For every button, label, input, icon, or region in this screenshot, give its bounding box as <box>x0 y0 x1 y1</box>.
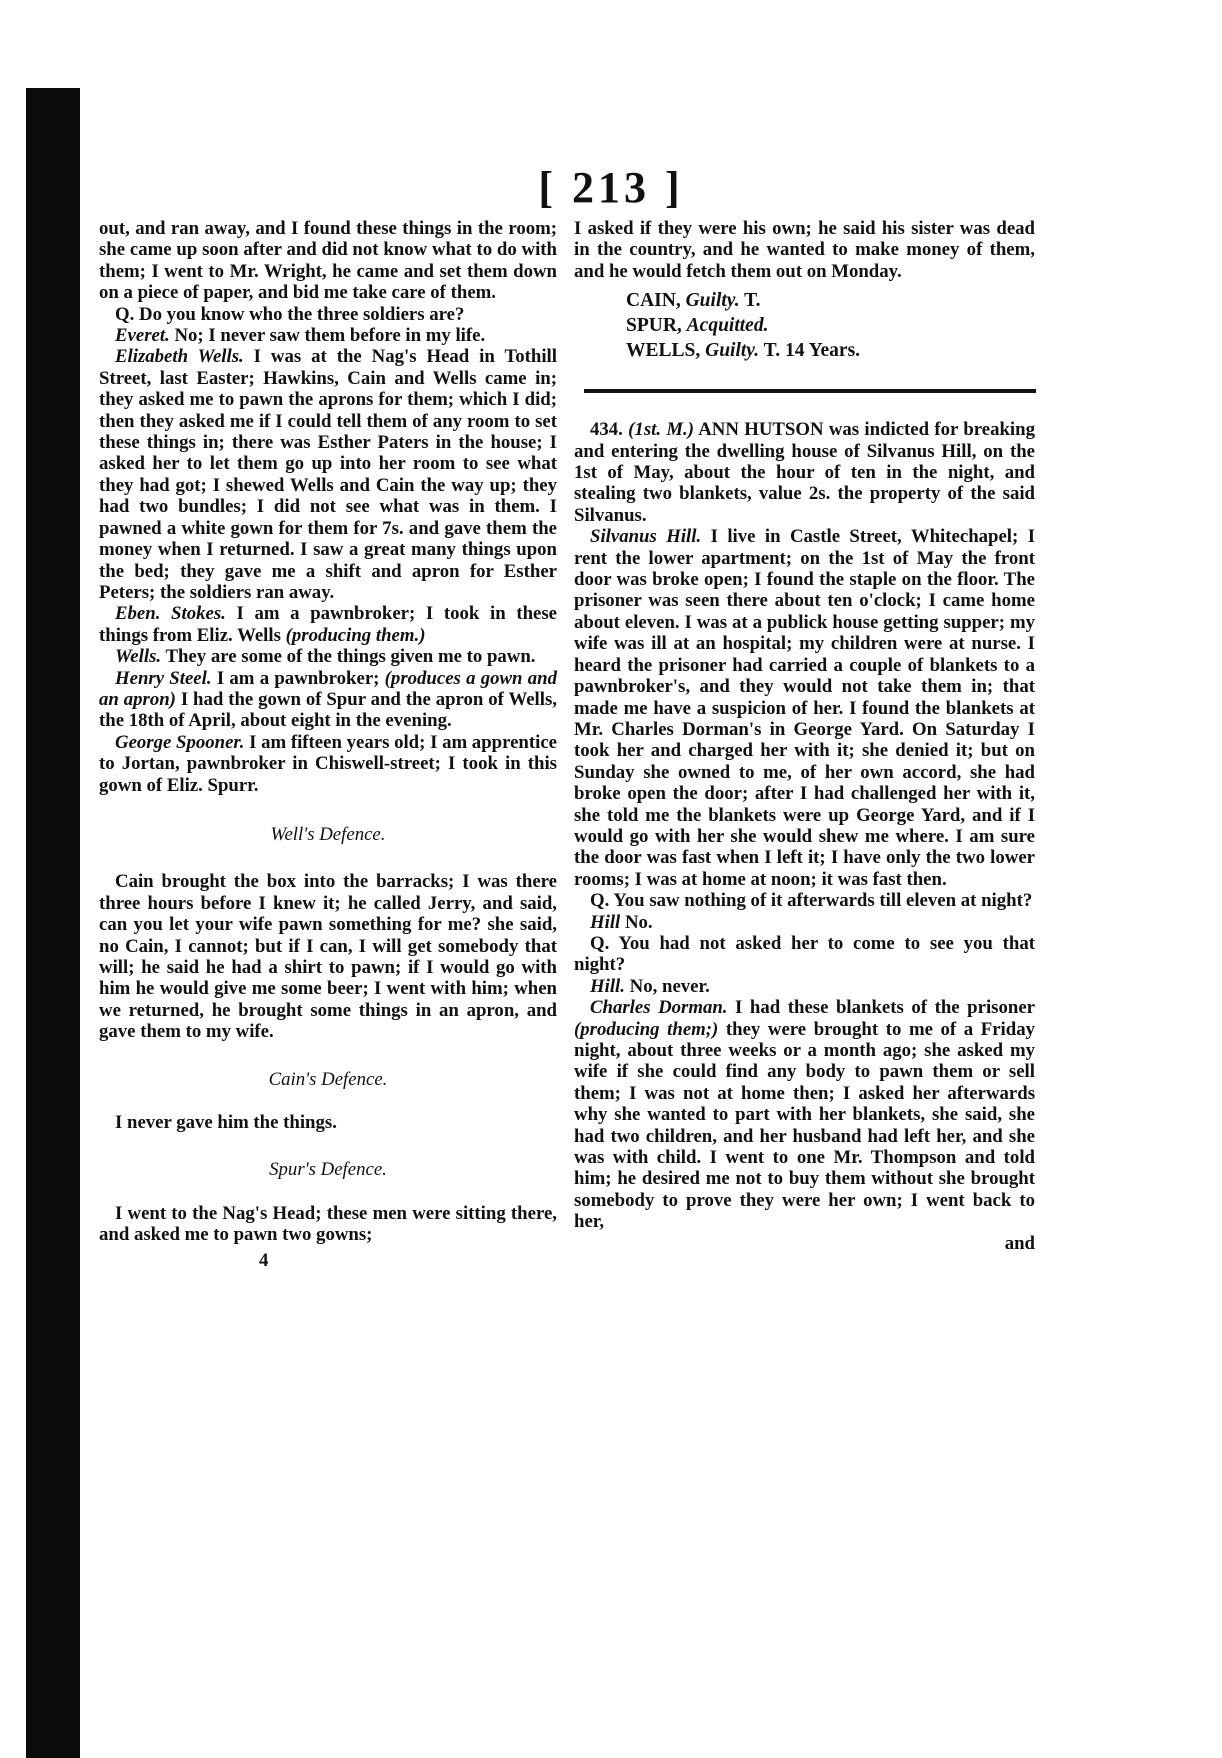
spurs-defence-text: I went to the Nag's Head; these men were sitting there, and asked me to pawn two gowns; <box>99 1202 557 1246</box>
speaker-name: Henry Steel. <box>115 667 212 689</box>
left-column <box>99 218 557 1271</box>
page-number: [ 213 ] <box>538 163 684 212</box>
verdict-sentence: T. <box>739 290 761 312</box>
testimony-steel <box>99 668 557 732</box>
text-line: of paper, and bid me take care of them. <box>183 282 497 304</box>
answer-text: No, never. <box>624 975 710 997</box>
speaker-name: George Spooner. <box>115 731 245 753</box>
cains-defence-heading: Cain's Defence. <box>268 1068 388 1090</box>
speaker-name: Charles Dorman. <box>590 997 728 1019</box>
testimony-stokes <box>99 603 557 646</box>
testimony-text: I am fifteen years old; I am apprentice to Jortan, pawnbroker in Chiswell-street; I took in this gown of Eliz. Spurr. <box>99 731 558 796</box>
verdict-cain <box>626 288 1035 313</box>
question: Q. You had not asked her to come to see you that night? <box>574 932 1035 976</box>
testimony-text: I live in Castle Street, Whitechapel; I rent the lower apartment; on the 1st of May the front door was broke open; I found the staple on the floor. The prisoner was seen there about ten o'clock; I came home about eleven. I was at a publick house getting supper; my wife was ill at an hospital; my children were at nurse. I heard the prisoner had carried a couple of blankets to a pawnbroker's, and they would not take them in; that made me have a suspicion of her. I found the blankets at Mr. Charles Dorman's in George Yard. On Saturday I took her and charged her with it; she denied it; but on Sunday she owned to me, of her own accord, she had broke open the door; after I had challenged her with it, she told me the blankets were up George Yard, and if I would go with her she would shew me where. I am sure the door was fast when I left it; I have only the two lower rooms; I was at home at noon; it was fast then. <box>574 526 1035 890</box>
defendant-name: CAIN, <box>626 290 681 312</box>
testimony-text: I had the gown of Spur and the apron of Wells, the 18th of April, about eight in the evening. <box>99 688 557 732</box>
signature-mark: 4 <box>259 1249 269 1271</box>
text-line: out, and ran away, and I found these things in <box>99 218 473 239</box>
testimony-text: They are some of the things given me to pawn. <box>161 646 536 668</box>
testimony-text: I am a pawnbroker; <box>211 667 385 689</box>
answer-hill <box>574 976 1035 997</box>
wells-defence-text: Cain brought the box into the barracks; I was there three hours before I knew it; he called Jerry, and said, can you let your wife pawn something for me? she said, no Cain, I cannot; but if I can, I will get somebody that will; he said he had a shirt to pawn; if I would go with him he would give me some beer; I went with him; when we returned, he brought some things in an apron, and gave them to my wife. <box>99 871 557 1043</box>
case-indictment <box>574 419 1035 526</box>
testimony-wells <box>99 646 557 667</box>
verdict-finding: Guilty. <box>685 290 740 312</box>
stage-direction: (producing them.) <box>285 624 426 646</box>
text-line: Wright, he came and set them down on a piece <box>99 260 557 304</box>
continued-testimony: I asked if they were his own; he said his sister was dead in the country, and he wanted to make money of them, and he would fetch them out on Monday. <box>574 218 1035 282</box>
case-session: (1st. M.) <box>628 419 694 441</box>
verdict-finding: Guilty. <box>705 340 760 362</box>
right-column <box>574 218 1035 1254</box>
section-divider <box>584 389 1036 393</box>
cains-defence-text: I never gave him the things. <box>115 1112 337 1134</box>
testimony-dorman <box>574 997 1035 1232</box>
continued-testimony <box>99 218 557 304</box>
speaker-name: Wells. <box>115 646 162 668</box>
page-edge-shadow <box>26 88 80 1758</box>
text-line: know what to do with them; I went to Mr. <box>99 239 557 282</box>
testimony-text: I am a pawnbroker; I took in these things from Eliz. Wells <box>99 603 558 646</box>
testimony-text: No; I never saw them before in my life. <box>169 325 486 347</box>
spurs-defence-heading: Spur's Defence. <box>269 1159 387 1181</box>
text-line: the room; she came up soon after and did not <box>99 218 557 261</box>
case-text: ANN HUTSON was indicted for breaking and entering the dwelling house of Silvanus Hill, on the 1st of May, about the hour of ten in the night, and stealing two blankets, value 2s. the property of the said Silvanus. <box>574 419 1035 526</box>
stage-direction: (producing them;) <box>574 1018 719 1040</box>
speaker-name: Silvanus Hill. <box>590 526 702 548</box>
verdict-finding: Acquitted. <box>686 315 769 337</box>
defendant-name: WELLS, <box>626 340 701 362</box>
testimony-text: I had these blankets of the prisoner <box>727 997 1035 1019</box>
stage-direction: (produces a gown and an apron) <box>99 667 557 710</box>
testimony-text: I was at the Nag's Head in Tothill Street, last Easter; Hawkins, Cain and Wells came in; they asked me to pawn the aprons for them; which I did; then they asked me if I could tell them of any room to set these things in; there was Esther Paters in the house; I asked her to let them go up into her room to see what they had got; I shewed Wells and Cain the way up; they had two bundles; I did not see what was in them. I pawned a white gown for them for 7s. and gave them the money when I returned. I saw a great many things upon the bed; they gave me a shift and apron for Esther Peters; the soldiers ran away. <box>99 346 557 603</box>
question: Q. You saw nothing of it afterwards till eleven at night? <box>590 890 1033 912</box>
verdict-spur <box>626 313 1035 338</box>
catchword: and <box>1004 1232 1035 1254</box>
testimony-spooner <box>99 732 557 796</box>
testimony-elizabeth-wells <box>99 346 557 603</box>
verdict-wells <box>626 338 1035 363</box>
answer-hill <box>574 912 1035 933</box>
speaker-name: Hill. <box>590 975 625 997</box>
testimony-text: they were brought to me of a Friday night, about three weeks or a month ago; she asked my wife if she could find any body to pawn them or sell them; I was not at home then; I asked her afterwards why she wanted to part with her blankets, she said, she had two children, and her husband had left her, and she was with child. I went to one Mr. Thompson and told him; he desired me not to buy them without she brought somebody to prove they were her own; I went back to her, <box>574 1018 1035 1233</box>
wells-defence-heading: Well's Defence. <box>270 823 386 845</box>
case-number: 434. <box>590 419 623 441</box>
testimony-hill <box>574 526 1035 890</box>
speaker-name: Elizabeth Wells. <box>115 346 244 368</box>
defendant-name: SPUR, <box>626 315 682 337</box>
testimony-everet <box>99 325 557 346</box>
question: Q. Do you know who the three soldiers are? <box>115 303 465 325</box>
verdict-sentence: T. 14 Years. <box>759 340 861 362</box>
speaker-name: Eben. Stokes. <box>115 603 226 625</box>
answer-text: No. <box>620 911 653 933</box>
speaker-name: Everet. <box>115 325 170 347</box>
speaker-name: Hill <box>590 911 621 933</box>
